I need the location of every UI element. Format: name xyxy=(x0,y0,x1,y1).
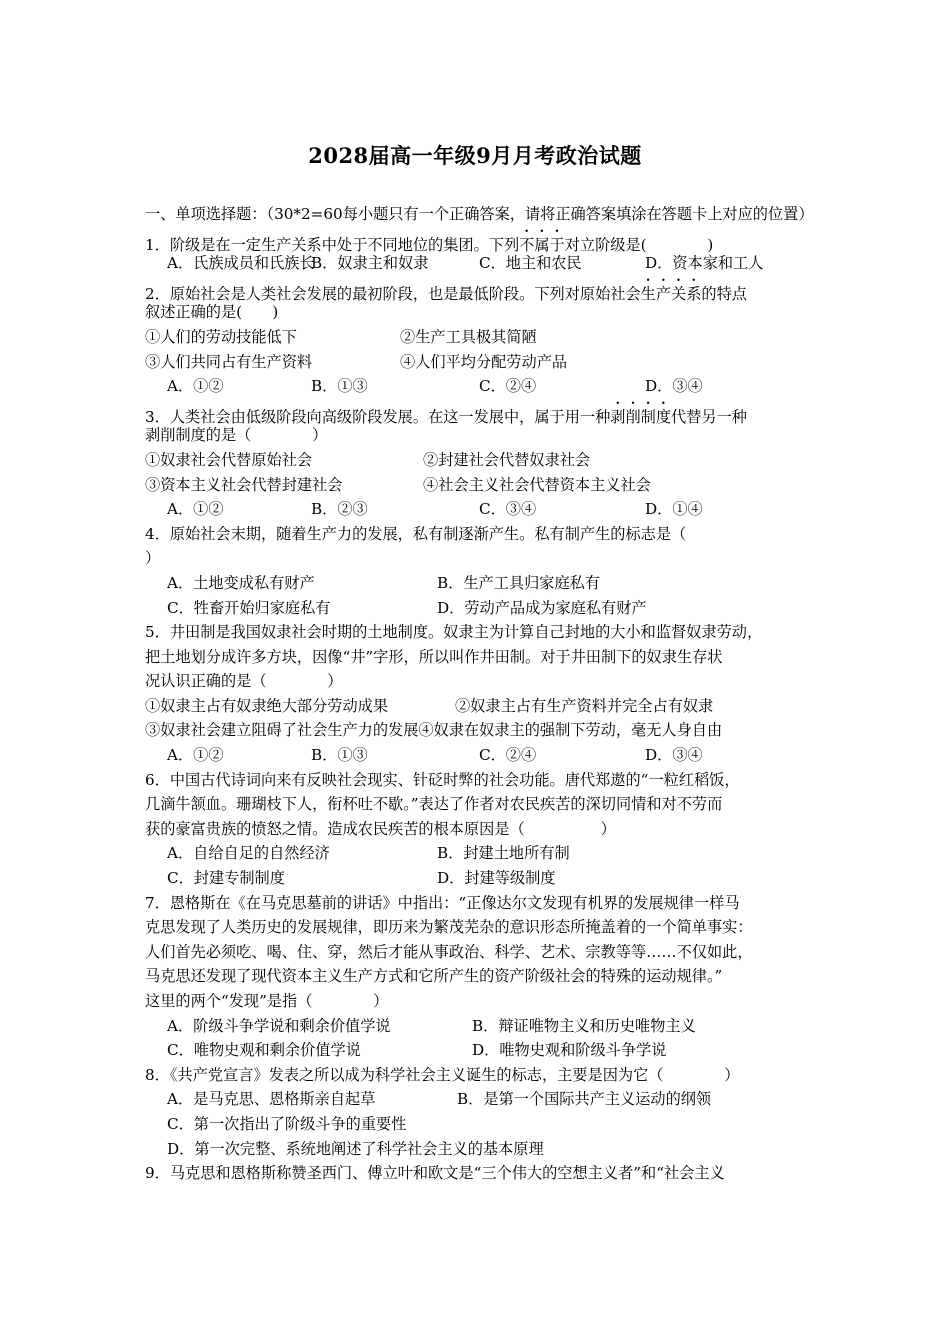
statement-2: ②奴隶主占有生产资料并完全占有奴隶 xyxy=(455,696,714,715)
option-a: A．阶级斗争学说和剩余价值学说 xyxy=(167,1016,391,1035)
option-d: D．劳动产品成为家庭私有财产 xyxy=(437,598,647,617)
page-title: 2028届高一年级9月月考政治试题 xyxy=(308,143,642,168)
option-d: D．③④ xyxy=(645,746,703,765)
question-8-options-row1 xyxy=(145,1087,813,1112)
question-6-options-row1 xyxy=(145,841,813,866)
question-3-statements-row1 xyxy=(145,448,813,473)
statement-2: ②生产工具极其简陋 xyxy=(400,327,537,346)
section-heading: 一、单项选择题：（30*2=60每小题只有一个正确答案，请将正确答案填涂在答题卡上对应的位置） xyxy=(145,205,814,223)
exam-content xyxy=(145,202,813,1186)
option-c: C．第一次指出了阶级斗争的重要性 xyxy=(167,1114,407,1133)
question-1-options xyxy=(145,251,813,276)
question-7-stem-line: 7．恩格斯在《在马克思墓前的讲话》中指出：“正像达尔文发现有机界的发展规律一样马 xyxy=(145,893,740,912)
question-6-stem-line: 6．中国古代诗词向来有反映社会现实、针砭时弊的社会功能。唐代郑遨的“一粒红稻饭， xyxy=(145,770,740,789)
option-b: B．②③ xyxy=(311,500,368,519)
option-b: B．封建土地所有制 xyxy=(437,844,570,863)
statement-1: ①人们的劳动技能低下 xyxy=(145,327,297,346)
option-a: A．①② xyxy=(167,500,224,519)
question-5-statements-row2 xyxy=(145,718,813,743)
statement-3: ③奴隶社会建立阻碍了社会生产力的发展 xyxy=(145,721,419,740)
question-6-stem-line: 获的豪富贵族的愤怒之情。造成农民疾苦的根本原因是（ ） xyxy=(145,819,616,838)
question-2-stem-cont: 叙述正确的是( ) xyxy=(145,303,279,322)
emphasis-text: 生产关系 xyxy=(640,284,702,303)
question-2-statements-row1 xyxy=(145,325,813,350)
question-6-stem-line: 几滴牛颔血。珊瑚枝下人，衔杯吐不歇。”表达了作者对农民疾苦的深切同情和对不劳而 xyxy=(145,795,723,814)
option-d: D．唯物史观和阶级斗争学说 xyxy=(472,1041,667,1060)
option-b: B．①③ xyxy=(311,746,368,765)
option-d: D．资本家和工人 xyxy=(645,254,764,273)
question-4-stem: 4．原始社会末期，随着生产力的发展，私有制逐渐产生。私有制产生的标志是（ xyxy=(145,524,687,543)
option-c: C．③④ xyxy=(479,500,537,519)
question-9-stem: 9．马克思和恩格斯称赞圣西门、傅立叶和欧文是“三个伟大的空想主义者”和“社会主义 xyxy=(145,1164,725,1183)
statement-4: ④人们平均分配劳动产品 xyxy=(400,352,568,371)
option-c: C．②④ xyxy=(479,377,537,396)
question-7-stem-line: 这里的两个“发现”是指（ ） xyxy=(145,992,389,1010)
question-2-options xyxy=(145,374,813,399)
question-5-statements-row1 xyxy=(145,694,813,719)
question-2-statements-row2 xyxy=(145,350,813,375)
question-5-stem-line: 5．井田制是我国奴隶社会时期的土地制度。奴隶主为计算自己封地的大小和监督奴隶劳动， xyxy=(145,623,763,642)
question-8-stem: 8．《共产党宣言》发表之所以成为科学社会主义诞生的标志，主要是因为它（ ） xyxy=(145,1065,740,1084)
option-c: C．牲畜开始归家庭私有 xyxy=(167,598,331,617)
question-2-stem: 2．原始社会是人类社会发展的最初阶段，也是最低阶段。下列对原始社会生产关系的特点 xyxy=(145,284,747,303)
option-b: B．是第一个国际共产主义运动的纲领 xyxy=(457,1090,712,1109)
option-a: A．①② xyxy=(167,746,224,765)
option-b: B．①③ xyxy=(311,377,368,396)
question-7-options-row1 xyxy=(145,1014,813,1039)
statement-3: ③资本主义社会代替封建社会 xyxy=(145,475,343,494)
option-a: A．自给自足的自然经济 xyxy=(167,844,330,863)
emphasis-text: 剥削制度 xyxy=(610,407,672,426)
statement-4: ④社会主义社会代替资本主义社会 xyxy=(423,475,651,494)
question-7-options-row2 xyxy=(145,1038,813,1063)
option-b: B．奴隶主和奴隶 xyxy=(311,254,429,273)
question-5-stem-line: 况认识正确的是（ ） xyxy=(145,672,343,691)
option-a: A．是马克思、恩格斯亲自起草 xyxy=(167,1090,376,1109)
option-b: B．生产工具归家庭私有 xyxy=(437,573,601,592)
question-4-stem-cont: ） xyxy=(145,549,161,568)
statement-1: ①奴隶主占有奴隶绝大部分劳动成果 xyxy=(145,696,388,715)
question-1-stem: 1．阶级是在一定生产关系中处于不同地位的集团。下列不属于对立阶级是( ) xyxy=(145,235,714,254)
option-c: C．②④ xyxy=(479,746,537,765)
statement-2: ②封建社会代替奴隶社会 xyxy=(423,450,591,469)
question-5-stem-line: 把土地划分成许多方块，因像“井”字形，所以叫作井田制。对于井田制下的奴隶生存状 xyxy=(145,647,723,666)
emphasis-text: 不属于 xyxy=(519,235,565,254)
question-5-options xyxy=(145,743,813,768)
question-3-stem-cont: 剥削制度的是（ ） xyxy=(145,426,328,445)
option-a: A．土地变成私有财产 xyxy=(167,573,315,592)
question-7-stem-line: 克思发现了人类历史的发展规律，即历来为繁茂芜杂的意识形态所掩盖着的一个简单事实： xyxy=(145,918,753,937)
question-7-stem-line: 马克思还发现了现代资本主义生产方式和它所产生的资产阶级社会的特殊的运动规律。” xyxy=(145,967,723,986)
statement-3: ③人们共同占有生产资料 xyxy=(145,352,313,371)
option-a: A．①② xyxy=(167,377,224,396)
question-7-stem-line: 人们首先必须吃、喝、住、穿，然后才能从事政治、科学、艺术、宗教等等……不仅如此， xyxy=(145,942,753,961)
option-d: D．第一次完整、系统地阐述了科学社会主义的基本原理 xyxy=(167,1139,544,1158)
question-6-options-row2 xyxy=(145,866,813,891)
statement-4: ④奴隶在奴隶主的强制下劳动，毫无人身自由 xyxy=(418,721,723,740)
question-3-options xyxy=(145,497,813,522)
statement-1: ①奴隶社会代替原始社会 xyxy=(145,450,313,469)
question-3-statements-row2 xyxy=(145,473,813,498)
option-d: D．封建等级制度 xyxy=(437,869,556,888)
option-c: C．封建专制制度 xyxy=(167,869,285,888)
option-c: C．地主和农民 xyxy=(479,254,582,273)
question-4-options-row2 xyxy=(145,596,813,621)
question-4-options-row1 xyxy=(145,571,813,596)
option-d: D．③④ xyxy=(645,377,703,396)
option-b: B．辩证唯物主义和历史唯物主义 xyxy=(472,1016,696,1035)
option-d: D．①④ xyxy=(645,500,703,519)
question-3-stem: 3．人类社会由低级阶段向高级阶段发展。在这一发展中，属于用一种剥削制度代替另一种 xyxy=(145,407,747,426)
option-c: C．唯物史观和剩余价值学说 xyxy=(167,1041,361,1060)
option-a: A．氏族成员和氏族长 xyxy=(167,254,315,273)
